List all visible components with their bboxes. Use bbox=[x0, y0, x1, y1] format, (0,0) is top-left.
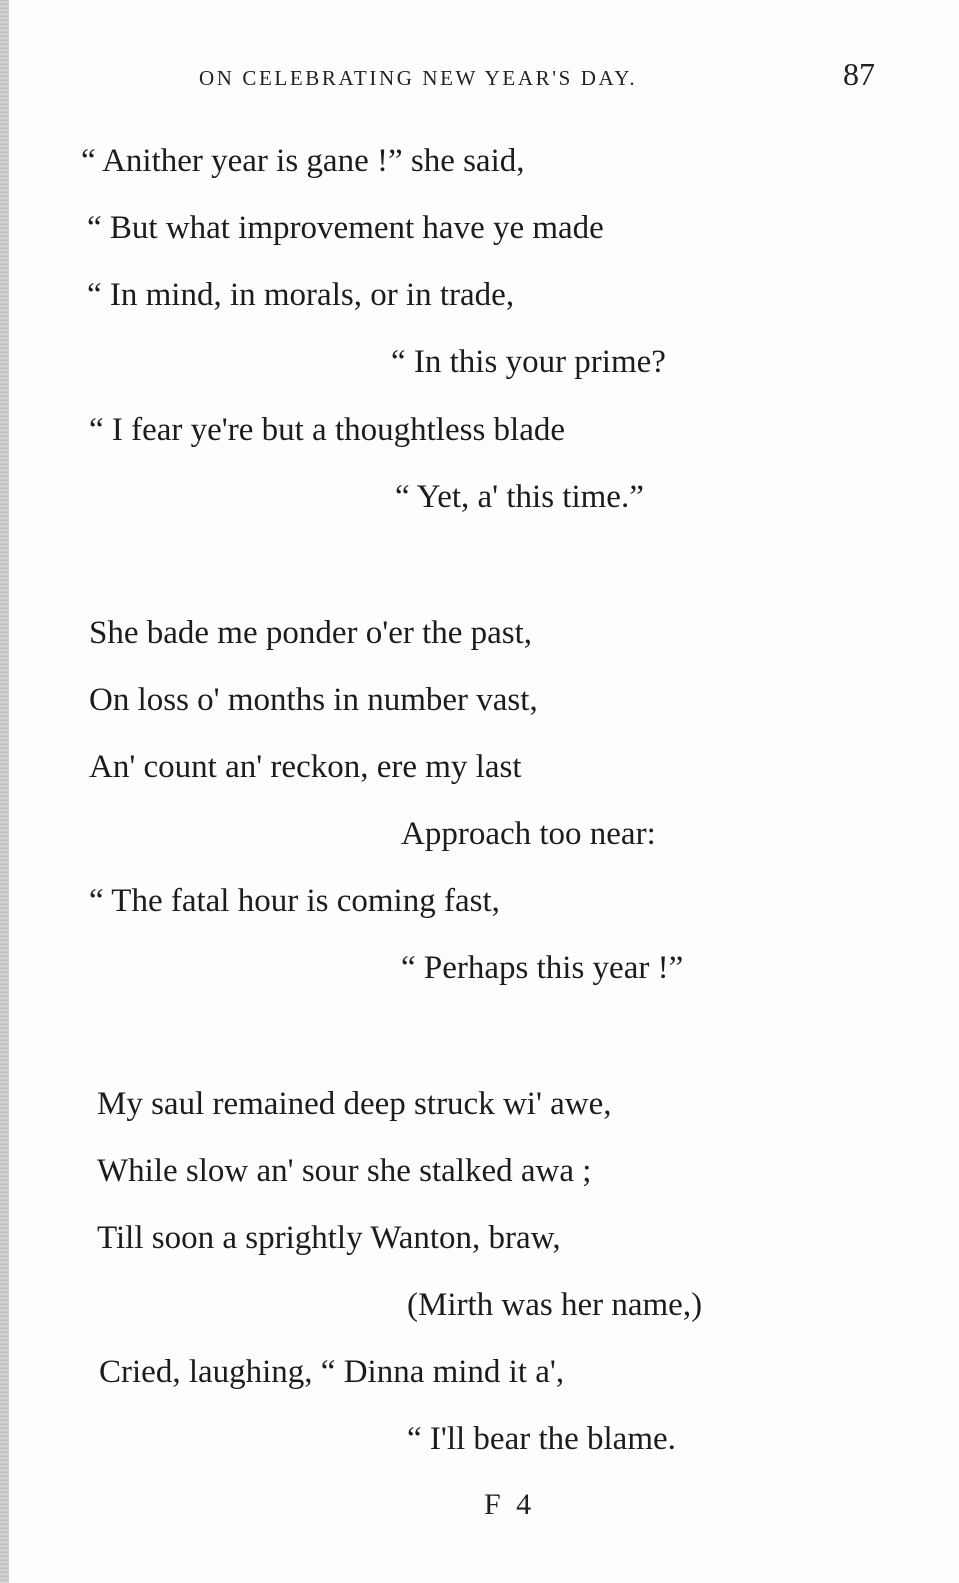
verse-line-indented: “ Perhaps this year !” bbox=[401, 950, 684, 986]
verse-line: Till soon a sprightly Wanton, braw, bbox=[97, 1220, 561, 1256]
verse-line: An' count an' reckon, ere my last bbox=[89, 749, 522, 785]
verse-line: On loss o' months in number vast, bbox=[89, 682, 538, 718]
verse-line: My saul remained deep struck wi' awe, bbox=[97, 1086, 612, 1122]
verse-line-indented: “ I'll bear the blame. bbox=[407, 1421, 676, 1457]
verse-line: “ I fear ye're but a thoughtless blade bbox=[89, 412, 566, 448]
printer-signature-mark: F 4 bbox=[484, 1488, 536, 1521]
verse-line-indented: (Mirth was her name,) bbox=[407, 1287, 703, 1323]
verse-line: “ Anither year is gane !” she said, bbox=[81, 143, 525, 179]
verse-line-indented: “ Yet, a' this time.” bbox=[395, 479, 644, 515]
verse-line: Cried, laughing, “ Dinna mind it a', bbox=[99, 1354, 565, 1390]
verse-line: She bade me ponder o'er the past, bbox=[89, 615, 533, 651]
verse-line: “ The fatal hour is coming fast, bbox=[89, 883, 500, 919]
scan-binding-edge bbox=[0, 0, 9, 1583]
book-page bbox=[9, 0, 959, 1583]
verse-line-indented: “ In this your prime? bbox=[391, 344, 666, 380]
verse-line-indented: Approach too near: bbox=[401, 816, 656, 852]
running-title: ON CELEBRATING NEW YEAR'S DAY. bbox=[199, 66, 638, 90]
verse-line: “ In mind, in morals, or in trade, bbox=[87, 277, 515, 313]
page-number: 87 bbox=[843, 56, 875, 92]
verse-line: “ But what improvement have ye made bbox=[87, 210, 604, 246]
verse-line: While slow an' sour she stalked awa ; bbox=[97, 1153, 592, 1189]
